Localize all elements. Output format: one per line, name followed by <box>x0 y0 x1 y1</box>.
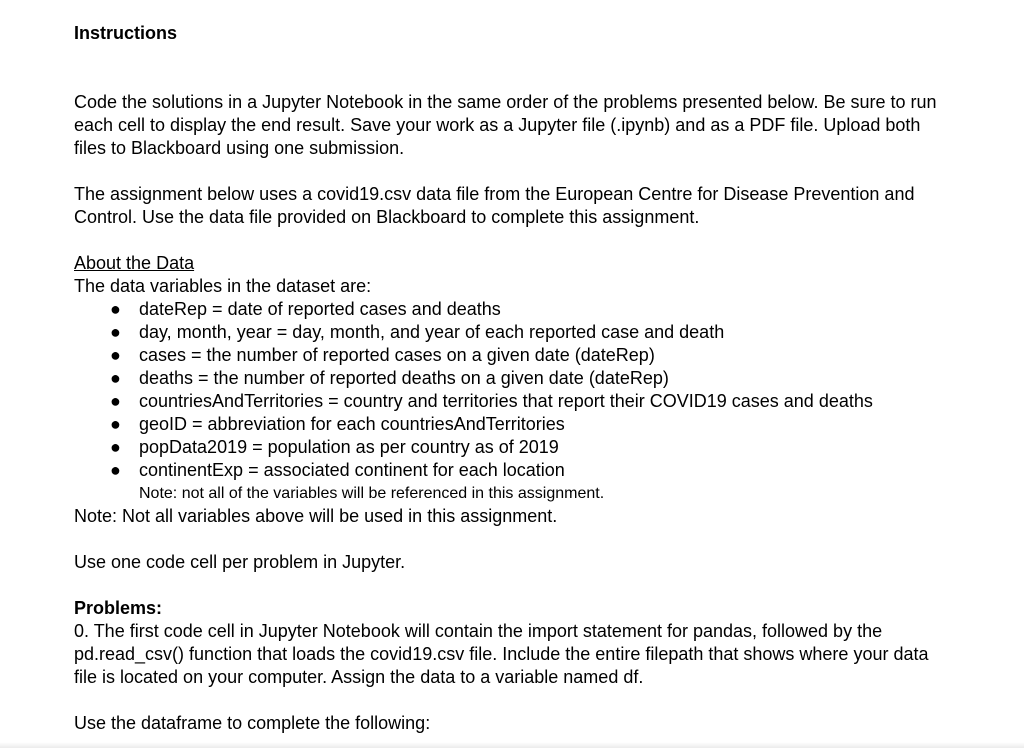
list-item <box>74 459 954 482</box>
bullet-icon: ● <box>110 414 121 434</box>
variables-note: Note: Not all variables above will be used in this assignment. <box>74 506 558 526</box>
list-item <box>74 367 954 390</box>
variable-text: day, month, year = day, month, and year of each reported case and death <box>139 322 725 342</box>
problem-0: 0. The first code cell in Jupyter Notebook will contain the import statement for pandas, followed by the pd.read_csv() function that loads the covid19.csv file. Include the entire filepath that shows where your data file is located on your computer. Assign the data to a variable named df. <box>74 621 929 687</box>
variable-text: cases = the number of reported cases on a given date (dateRep) <box>139 345 655 365</box>
code-cell-note: Use one code cell per problem in Jupyter. <box>74 552 406 572</box>
variables-list <box>74 298 954 482</box>
bullet-icon: ● <box>110 322 121 342</box>
list-item <box>74 436 954 459</box>
list-item <box>74 321 954 344</box>
small-note: Note: not all of the variables will be referenced in this assignment. <box>139 485 605 502</box>
list-item <box>74 413 954 436</box>
list-item <box>74 390 954 413</box>
about-data-intro: The data variables in the dataset are: <box>74 276 372 296</box>
variable-text: deaths = the number of reported deaths on a given date (dateRep) <box>139 368 669 388</box>
bullet-icon: ● <box>110 437 121 457</box>
list-item <box>74 344 954 367</box>
list-item <box>74 298 954 321</box>
dataframe-note: Use the dataframe to complete the following: <box>74 713 431 733</box>
bullet-icon: ● <box>110 345 121 365</box>
instructions-heading: Instructions <box>74 23 178 43</box>
variable-text: countriesAndTerritories = country and territories that report their COVID19 cases and deaths <box>139 391 873 411</box>
variable-text: popData2019 = population as per country as of 2019 <box>139 437 559 457</box>
bullet-icon: ● <box>110 368 121 388</box>
dataset-paragraph: The assignment below uses a covid19.csv data file from the European Centre for Disease Prevention and Control. Use the data file provided on Blackboard to complete this assignment. <box>74 184 915 227</box>
variable-text: continentExp = associated continent for each location <box>139 460 565 480</box>
bullet-icon: ● <box>110 391 121 411</box>
document-page <box>74 22 954 735</box>
bullet-icon: ● <box>110 299 121 319</box>
variable-text: dateRep = date of reported cases and deaths <box>139 299 501 319</box>
intro-paragraph: Code the solutions in a Jupyter Notebook in the same order of the problems presented below. Be sure to run each cell to display the end result. Save your work as a Jupyter file (.ipynb) and as a PDF file. Upload both files to Blackboard using one submission. <box>74 92 937 158</box>
variable-text: geoID = abbreviation for each countriesAndTerritories <box>139 414 565 434</box>
about-data-title: About the Data <box>74 253 195 273</box>
bullet-icon: ● <box>110 460 121 480</box>
problems-title: Problems: <box>74 598 163 618</box>
page-bottom-shadow <box>0 742 1024 748</box>
